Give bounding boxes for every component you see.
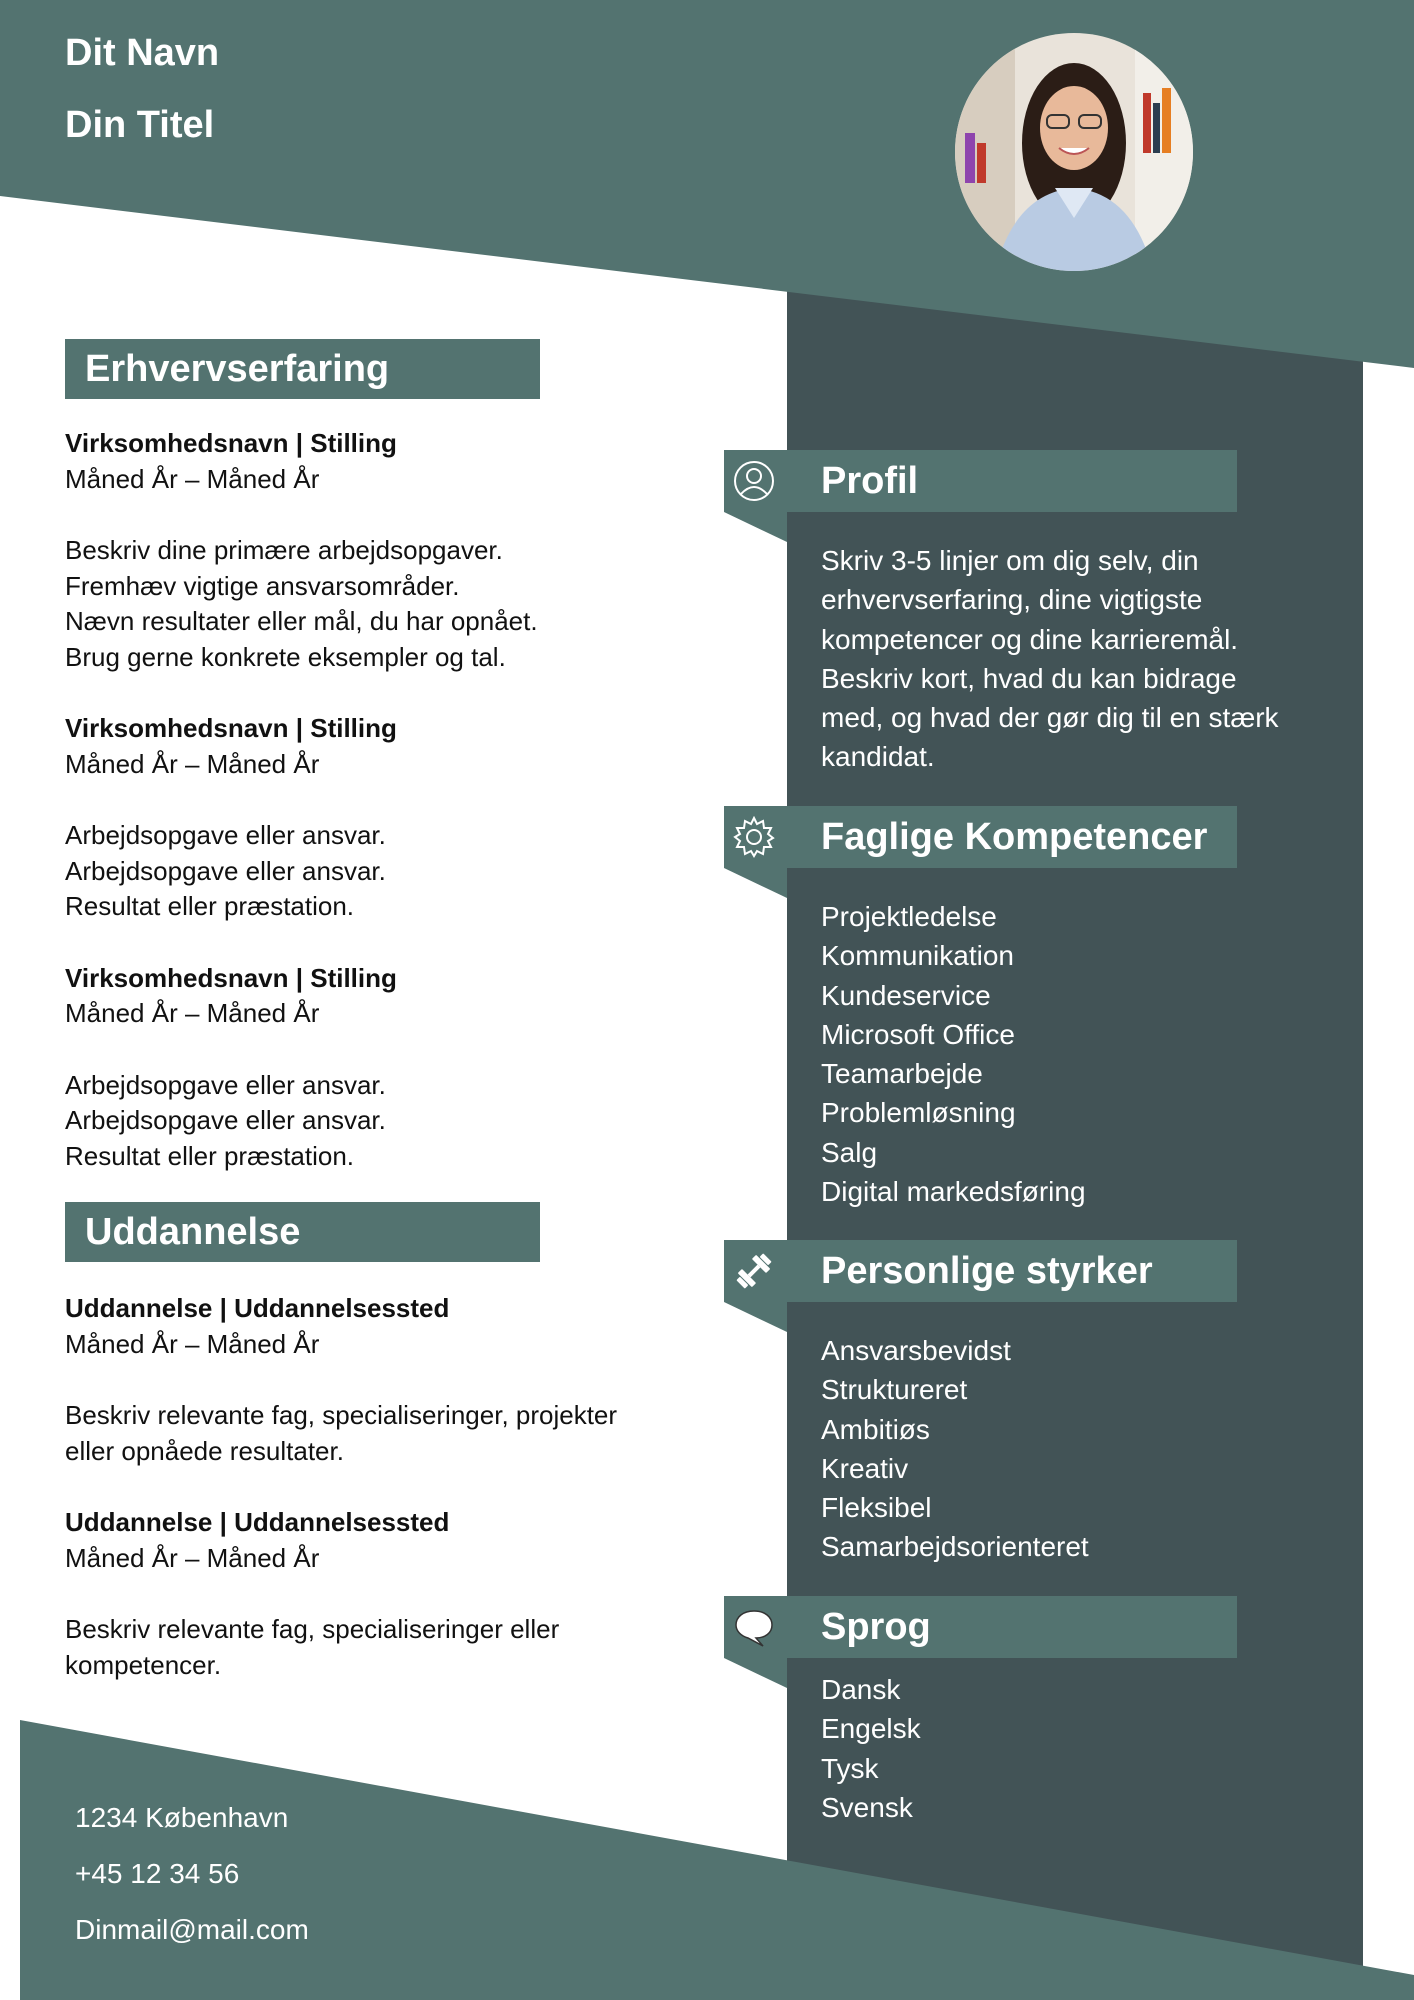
- entry-dates: Måned År – Måned År: [65, 1328, 320, 1359]
- experience-list: [65, 426, 705, 1174]
- strengths-heading-bar: [724, 1240, 1237, 1302]
- languages-heading: Sprog: [821, 1606, 931, 1648]
- experience-heading: Erhvervserfaring: [65, 339, 540, 399]
- skill-item: Digital markedsføring: [821, 1176, 1086, 1208]
- skill-item: Projektledelse: [821, 901, 997, 932]
- entry-line: Arbejdsopgave eller ansvar.: [65, 1069, 386, 1100]
- entry-title: Uddannelse | Uddannelsessted: [65, 1293, 450, 1323]
- entry-line: Arbejdsopgave eller ansvar.: [65, 855, 386, 886]
- entry-line: Beskriv dine primære arbejdsopgaver.: [65, 535, 503, 565]
- entry-line: Nævn resultater eller mål, du har opnået.: [65, 606, 538, 636]
- education-entry: [65, 1291, 705, 1469]
- entry-dates: Måned År – Måned År: [65, 748, 320, 779]
- languages-heading-bar: [724, 1596, 1237, 1658]
- entry-line: kompetencer.: [65, 1649, 222, 1680]
- profile-line: med, og hvad der gør dig til en stærk: [821, 702, 1279, 734]
- entry-line: Beskriv relevante fag, specialiseringer eller: [65, 1614, 560, 1644]
- profile-line: Beskriv kort, hvad du kan bidrage: [821, 662, 1237, 694]
- experience-entry: [65, 711, 705, 925]
- profile-text: [821, 541, 1279, 777]
- profile-line: kandidat.: [821, 741, 935, 773]
- profile-photo: [955, 33, 1193, 271]
- entry-line: Arbejdsopgave eller ansvar.: [65, 820, 386, 850]
- entry-title: Virksomhedsnavn | Stilling: [65, 428, 397, 458]
- experience-entry: [65, 961, 705, 1175]
- entry-line: Fremhæv vigtige ansvarsområder.: [65, 570, 460, 601]
- education-list: [65, 1291, 705, 1683]
- language-item: Dansk: [821, 1674, 901, 1705]
- entry-line: Arbejdsopgave eller ansvar.: [65, 1105, 386, 1135]
- strength-item: Kreativ: [821, 1452, 909, 1484]
- education-heading: Uddannelse: [65, 1202, 540, 1262]
- profile-line: kompetencer og dine karrieremål.: [821, 623, 1239, 655]
- skills-flag-tab: [724, 868, 787, 898]
- contact-email[interactable]: Dinmail@mail.com: [75, 1914, 309, 1945]
- contact-address: 1234 København: [75, 1802, 289, 1833]
- language-item: Svensk: [821, 1791, 913, 1823]
- skills-list: [821, 897, 1086, 1211]
- dumbbell-icon: [733, 1250, 775, 1292]
- profile-heading-bar: [724, 450, 1237, 512]
- person-title: Din Titel: [65, 104, 215, 146]
- language-item: Engelsk: [821, 1713, 921, 1745]
- experience-entry: [65, 426, 705, 675]
- skill-item: Problemløsning: [821, 1097, 1016, 1129]
- entry-dates: Måned År – Måned År: [65, 1542, 320, 1573]
- profile-flag-tab: [724, 512, 787, 542]
- contact-phone: +45 12 34 56: [75, 1858, 240, 1889]
- skill-item: Kundeservice: [821, 979, 991, 1011]
- entry-title: Uddannelse | Uddannelsessted: [65, 1507, 450, 1537]
- entry-line: Beskriv relevante fag, specialiseringer, projekter: [65, 1400, 618, 1430]
- education-entry: [65, 1505, 705, 1683]
- strength-item: Fleksibel: [821, 1492, 932, 1524]
- entry-line: Resultat eller præstation.: [65, 891, 355, 921]
- strength-item: Samarbejdsorienteret: [821, 1531, 1089, 1563]
- languages-flag-tab: [724, 1658, 787, 1688]
- person-name: Dit Navn: [65, 32, 220, 74]
- skill-item: Salg: [821, 1136, 878, 1168]
- strengths-flag-tab: [724, 1302, 787, 1332]
- profile-line: Skriv 3-5 linjer om dig selv, din: [821, 545, 1199, 576]
- languages-list: [821, 1670, 921, 1827]
- user-icon: [733, 460, 775, 502]
- strength-item: Ansvarsbevidst: [821, 1335, 1011, 1366]
- entry-line: Brug gerne konkrete eksempler og tal.: [65, 641, 506, 672]
- skill-item: Teamarbejde: [821, 1058, 983, 1090]
- strength-item: Struktureret: [821, 1374, 968, 1406]
- language-item: Tysk: [821, 1752, 879, 1784]
- skills-heading: Faglige Kompetencer: [821, 816, 1208, 858]
- profile-line: erhvervserfaring, dine vigtigste: [821, 584, 1203, 616]
- strength-item: Ambitiøs: [821, 1413, 930, 1445]
- strengths-list: [821, 1331, 1089, 1567]
- profile-heading: Profil: [821, 460, 919, 502]
- gear-icon: [733, 816, 775, 858]
- entry-dates: Måned År – Måned År: [65, 463, 320, 494]
- entry-title: Virksomhedsnavn | Stilling: [65, 713, 397, 743]
- entry-line: eller opnåede resultater.: [65, 1435, 344, 1466]
- skill-item: Microsoft Office: [821, 1018, 1015, 1050]
- speech-bubble-icon: [733, 1606, 775, 1648]
- skill-item: Kommunikation: [821, 940, 1014, 972]
- skills-heading-bar: [724, 806, 1237, 868]
- strengths-heading: Personlige styrker: [821, 1250, 1153, 1292]
- entry-title: Virksomhedsnavn | Stilling: [65, 962, 397, 993]
- entry-line: Resultat eller præstation.: [65, 1140, 355, 1171]
- entry-dates: Måned År – Måned År: [65, 998, 320, 1028]
